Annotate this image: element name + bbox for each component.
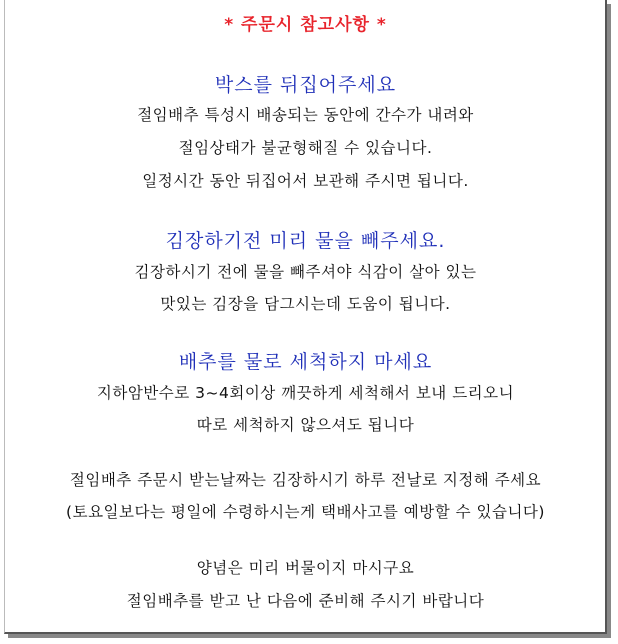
- section-line: 따로 세척하지 않으셔도 됩니다: [196, 416, 415, 434]
- notice-title: * 주문시 참고사항 *: [224, 15, 387, 35]
- section-heading-flip-box: 박스를 뒤집어주세요: [214, 74, 397, 96]
- closing-line: 절임배추를 받고 난 다음에 준비해 주시기 바랍니다: [126, 592, 485, 610]
- delivery-note: 절임배추 주문시 받는날짜는 김장하시기 하루 전날로 지정해 주세요: [69, 471, 542, 489]
- section-line: 맛있는 김장을 담그시는데 도움이 됩니다.: [160, 295, 451, 313]
- section-line: 절임배추 특성시 배송되는 동안에 간수가 내려와: [137, 106, 474, 124]
- frame-shadow-bottom: [8, 634, 611, 638]
- section-line: 김장하시기 전에 물을 빼주셔야 식감이 살아 있는: [134, 263, 477, 281]
- closing-line: 양념은 미리 버물이지 마시구요: [196, 559, 415, 577]
- frame-shadow-right: [607, 4, 611, 638]
- section-line: 일정시간 동안 뒤집어서 보관해 주시면 됩니다.: [142, 172, 469, 190]
- section-heading-drain-water: 김장하기전 미리 물을 빼주세요.: [165, 230, 446, 252]
- section-line: 지하암반수로 3~4회이상 깨끗하게 세척해서 보내 드리오니: [96, 384, 515, 402]
- section-line: 절임상태가 불균형해질 수 있습니다.: [178, 139, 433, 157]
- delivery-note: (토요일보다는 평일에 수령하시는게 택배사고를 예방할 수 있습니다): [66, 503, 545, 521]
- section-heading-no-washing: 배추를 물로 세척하지 마세요: [178, 351, 433, 373]
